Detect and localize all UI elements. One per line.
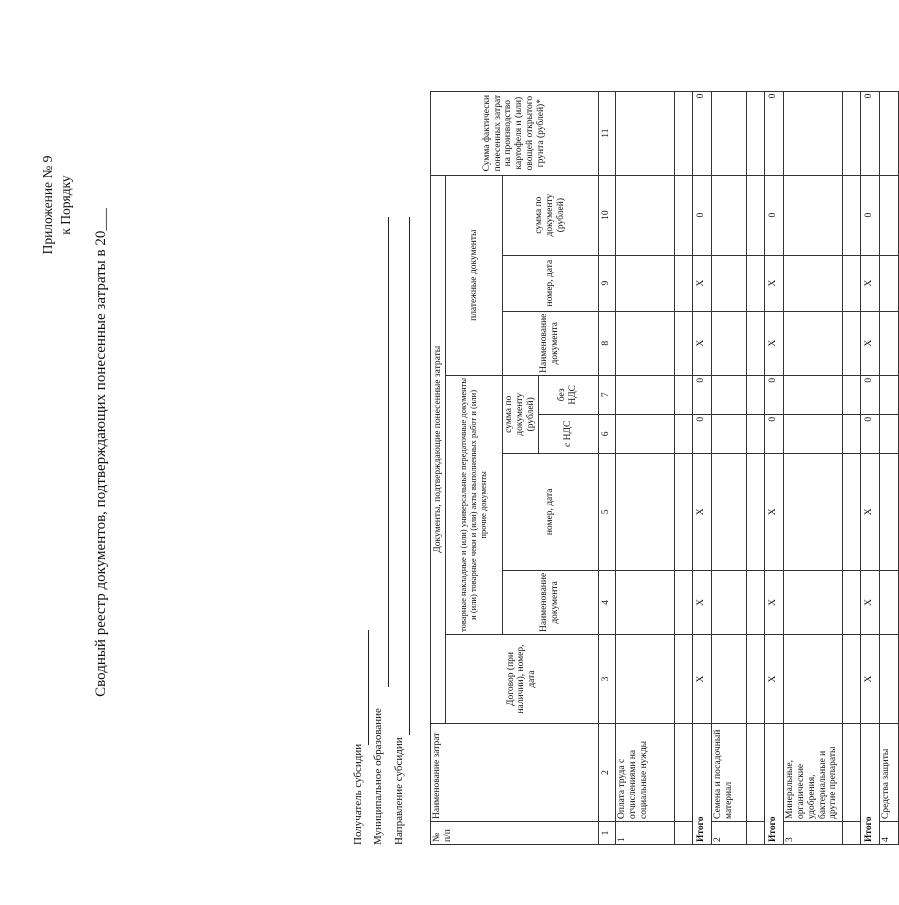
col-num-1: 1 xyxy=(598,822,615,845)
total-row-3: Итого X X X 0 0 X X 0 0 xyxy=(860,91,879,844)
appendix-number: Приложение № 9 xyxy=(40,155,55,255)
header-cost-name: Наименование затрат xyxy=(431,724,599,822)
col-num-4: 4 xyxy=(598,570,615,634)
col-num-2: 2 xyxy=(598,724,615,822)
row-cost-name: Семена и посадочный материал xyxy=(711,724,746,822)
row-number: 3 xyxy=(783,822,842,845)
header-with-vat: с НДС xyxy=(538,414,598,453)
col-num-8: 8 xyxy=(598,311,615,375)
header-without-vat: без НДС xyxy=(538,375,598,414)
recipient-label: Получатель субсидии xyxy=(352,743,364,845)
table-row-3-subrow xyxy=(842,91,860,844)
municipality-label: Муниципальное образование xyxy=(372,708,384,845)
header-invoice-number-date: номер, дата xyxy=(503,453,599,570)
row-cost-name: Средства защиты xyxy=(879,724,898,822)
col-num-6: 6 xyxy=(598,414,615,453)
header-payment-doc-name: Наименование документа xyxy=(503,311,599,375)
registry-table xyxy=(430,91,899,845)
header-payments-group: платежные документы xyxy=(446,175,503,375)
total-row-2: Итого X X X 0 0 X X 0 0 xyxy=(764,91,783,844)
header-payment-number-date: номер, дата xyxy=(503,255,599,311)
table-row-1 xyxy=(615,91,674,844)
row-number: 1 xyxy=(615,822,674,845)
table-row-2-subrow xyxy=(746,91,764,844)
total-label: Итого xyxy=(860,724,879,845)
header-number: № п/п xyxy=(431,822,599,845)
col-num-9: 9 xyxy=(598,255,615,311)
table-row-2 xyxy=(711,91,746,844)
column-numbers-row xyxy=(598,91,615,844)
direction-line xyxy=(409,217,410,735)
header-payment-sum: сумма по документу (рублей) xyxy=(503,175,599,255)
col-num-10: 10 xyxy=(598,175,615,255)
header-invoice-sum: сумма по документу (рублей) xyxy=(503,375,539,453)
table-row-4 xyxy=(879,91,898,844)
total-row-1: Итого X X X 0 0 X X 0 0 xyxy=(692,91,711,844)
page-title: Сводный реестр документов, подтверждающих понесенные затраты в 20___ xyxy=(93,208,109,697)
total-label: Итого xyxy=(764,724,783,845)
col-num-7: 7 xyxy=(598,375,615,414)
header-invoice-doc-name: Наименование документа xyxy=(503,570,599,634)
municipality-line xyxy=(388,217,389,687)
row-number: 2 xyxy=(711,822,746,845)
row-cost-name: Минеральные, органические удобрения, бактериальные и другие препараты xyxy=(783,724,842,822)
header-invoices-group: товарные накладные и (или) универсальные передаточные документы и (или) товарные чеки и (или) акты выполненных работ и (или) прочие документы xyxy=(446,375,503,634)
header-actual-sum: Сумма фактически понесенных затрат на производство картофеля и (или) овощей открытого грунта (рублей)* xyxy=(431,91,599,175)
header-documents-group: Документы, подтверждающие понесенные затраты xyxy=(431,175,446,723)
header-contract: Договор (при наличии), номер, дата xyxy=(446,635,599,724)
col-num-11: 11 xyxy=(598,91,615,175)
direction-label: Направление субсидии xyxy=(393,737,405,845)
table-row-1-subrow xyxy=(674,91,692,844)
total-label: Итого xyxy=(692,724,711,845)
recipient-line xyxy=(368,630,369,745)
table-row-3 xyxy=(783,91,842,844)
col-num-5: 5 xyxy=(598,453,615,570)
col-num-3: 3 xyxy=(598,635,615,724)
appendix-reference: к Порядку xyxy=(58,175,73,235)
row-number: 4 xyxy=(879,822,898,845)
row-cost-name: Оплата труда с отчислениями на социальные нужды xyxy=(615,724,674,822)
